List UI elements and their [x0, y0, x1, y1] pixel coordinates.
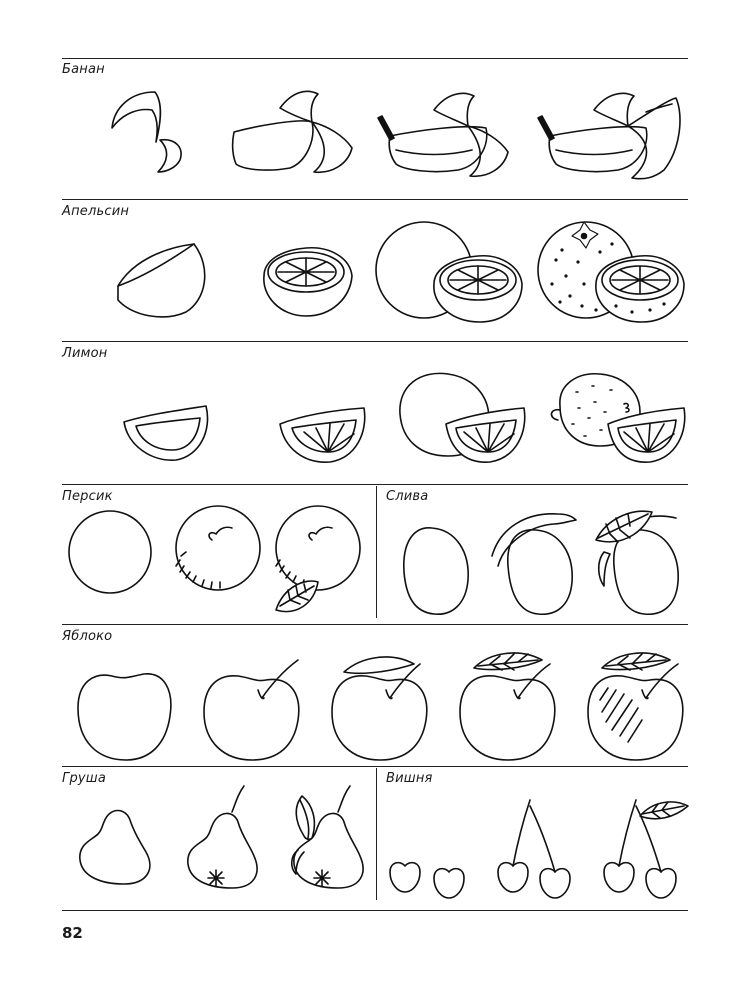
section-title-cherry: Вишня: [386, 771, 433, 786]
plum-step-1: [404, 528, 468, 614]
section-title-pear: Груша: [62, 771, 107, 786]
apple-step-1: [78, 674, 171, 760]
plum-step-2: [492, 514, 576, 614]
banana-step-2: [233, 91, 352, 172]
lemon-step-3: [400, 373, 525, 462]
section-title-orange: Апельсин: [62, 204, 130, 219]
orange-step-1: [118, 244, 205, 317]
lemon-step-2: [280, 408, 365, 462]
peach-step-2: [176, 506, 260, 590]
apple-step-4: [460, 653, 555, 760]
cherry-step-1: [390, 863, 464, 898]
pear-step-1: [80, 811, 150, 885]
orange-step-2: [264, 248, 352, 316]
section-title-lemon: Лимон: [62, 346, 108, 361]
apple-step-5: [588, 653, 683, 760]
lemon-step-1: [124, 406, 208, 460]
pear-step-2: [188, 786, 257, 888]
plum-step-3: [596, 511, 678, 614]
apple-step-2: [204, 660, 299, 760]
pear-step-3: [292, 786, 363, 888]
lemon-step-4: [551, 374, 684, 462]
banana-step-1: [112, 92, 181, 172]
section-title-apple: Яблоко: [62, 629, 113, 644]
peach-step-1: [69, 511, 151, 593]
orange-step-3: [376, 222, 522, 322]
cherry-step-3: [604, 800, 688, 898]
banana-step-3: [378, 93, 508, 176]
page-number: 82: [62, 924, 83, 942]
cherry-step-2: [498, 800, 570, 898]
apple-step-3: [332, 657, 427, 760]
section-title-peach: Персик: [62, 489, 113, 504]
peach-step-3: [276, 506, 360, 612]
section-title-banana: Банан: [62, 62, 105, 77]
banana-step-4: [538, 93, 680, 178]
orange-step-4: [538, 222, 684, 322]
section-title-plum: Слива: [386, 489, 429, 504]
